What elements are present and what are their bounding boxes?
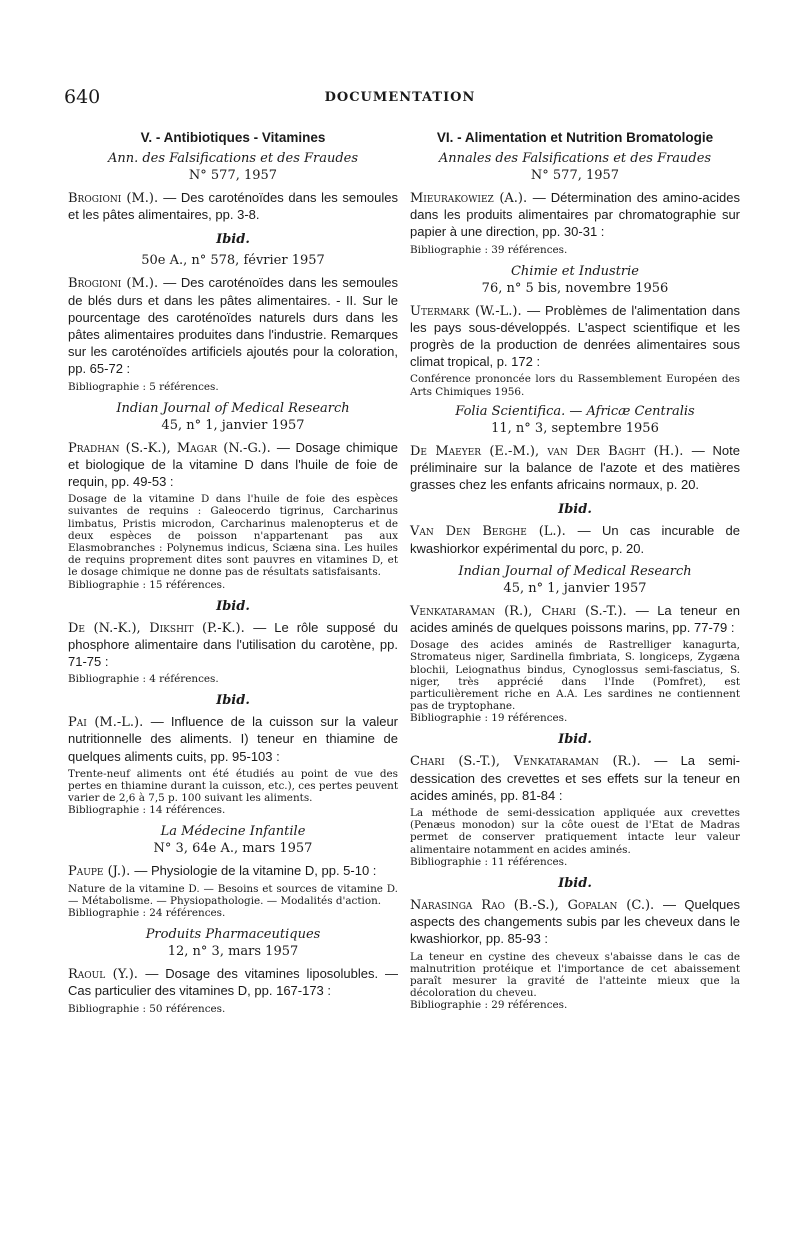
entry-author: Utermark (W.-L.).: [410, 303, 522, 319]
entry-author: Pradhan (S.-K.), Magar (N.-G.).: [68, 440, 271, 456]
bibliographic-entry: [410, 603, 740, 637]
journal-source: Indian Journal of Medical Research: [116, 400, 350, 416]
entry-author: Van Den Berghe (L.).: [410, 524, 566, 540]
bibliographic-entry: [68, 863, 398, 880]
entry-author: Venkataraman (R.), Chari (S.-T.).: [410, 603, 627, 619]
entry-author: Paupe (J.).: [68, 864, 131, 880]
issue-line: 45, n° 1, janvier 1957: [503, 580, 647, 596]
ibid-label: Ibid.: [216, 232, 250, 248]
journal-source: Ann. des Falsifications et des Fraudes: [107, 151, 359, 166]
bibliographic-entry: [68, 620, 398, 672]
journal-source: Folia Scientifica. — Africæ Centralis: [455, 403, 695, 419]
ibid-label: Ibid.: [558, 732, 592, 748]
bibliography-count: Bibliographie : 5 références.: [68, 380, 219, 393]
bibliography-count: Bibliographie : 29 références.: [410, 999, 568, 1012]
entry-title: — Influence de la cuisson sur la valeur nutritionnelle des aliments. I) teneur en thiamine de quelques aliments cuits, pp. 95-103 :: [68, 714, 398, 764]
bibliographic-entry: [410, 753, 740, 805]
entry-title: — Note préliminaire sur la balance de l'azote et des matières grasses chez les enfants africains normaux, p. 20.: [410, 442, 741, 493]
issue-line: N° 3, 64e A., mars 1957: [153, 841, 313, 857]
entry-title: — Dosage des vitamines liposolubles. — Cas particulier des vitamines D, pp. 167-173 :: [68, 966, 398, 999]
abstract-note: Conférence prononcée lors du Rassemblement Européen des Arts Chimiques 1956.: [410, 373, 740, 398]
issue-line: N° 577, 1957: [188, 168, 278, 183]
journal-source: Indian Journal of Medical Research: [458, 563, 692, 579]
left-blocks: [68, 151, 398, 1015]
issue-line: 11, n° 3, septembre 1956: [491, 420, 659, 436]
bibliography-count: Bibliographie : 50 références.: [68, 1002, 226, 1015]
ibid-label: Ibid.: [216, 693, 250, 709]
bibliographic-entry: [68, 966, 398, 1000]
entry-title: — Quelques aspects des changements subis par les cheveux dans le kwashiorkor, pp. 85-93 :: [410, 896, 741, 947]
abstract-note: Dosage des acides aminés de Rastrelliger kanagurta, Stromateus niger, Sardinella fimbriata, S. longiceps, Zygæna blochii, Leiognathus bindus, Cynoglossus semi-fasciatus, S. niger, très apprécié dans l'Inde (Pomfret), est particulièrement riche en A.A. Les sardines ne contiennent pas de tryptophane.: [410, 639, 740, 713]
entry-title: — Physiologie de la vitamine D, pp. 5-10 :: [134, 863, 377, 879]
journal-source: Chimie et Industrie: [510, 263, 639, 279]
entry-author: Pai (M.-L.).: [68, 715, 144, 731]
left-column: [68, 130, 398, 1023]
entry-author: Brogioni (M.).: [68, 276, 159, 292]
entry-author: Narasinga Rao (B.-S.), Gopalan (C.).: [410, 897, 655, 913]
right-column: [410, 130, 740, 1019]
bibliographic-entry: [410, 897, 740, 949]
bibliography-count: Bibliographie : 24 références.: [68, 907, 226, 920]
entry-title: — Détermination des amino-acides dans les produits alimentaires par chromatographie sur papier à une direction, pp. 30-31 :: [410, 190, 740, 240]
entry-title: — Des caroténoïdes dans les semoules et les pâtes alimentaires, pp. 3-8.: [68, 190, 398, 223]
issue-line: 12, n° 3, mars 1957: [167, 944, 299, 960]
ibid-label: Ibid.: [558, 502, 592, 518]
entry-title: — Un cas incurable de kwashiorkor expérimental du porc, p. 20.: [410, 523, 741, 556]
journal-source: La Médecine Infantile: [160, 824, 306, 840]
bibliographic-entry: [68, 440, 398, 492]
abstract-note: Trente-neuf aliments ont été étudiés au point de vue des pertes en thiamine durant la cuisson, etc.), ces pertes peuvent varier de 2,6 à 7,5 p. 100 suivant les aliments.: [68, 767, 398, 805]
journal-source: Annales des Falsifications et des Fraudes: [438, 151, 712, 166]
bibliographic-entry: [410, 190, 740, 242]
bibliographic-entry: [68, 714, 398, 766]
bibliographic-entry: [410, 523, 740, 557]
ibid-label: Ibid.: [558, 875, 592, 891]
entry-title: — Dosage chimique et biologique de la vitamine D dans l'huile de foie de requin, pp. 49-53 :: [68, 439, 399, 490]
abstract-note: La méthode de semi-dessication appliquée aux crevettes (Penæus monodon) sur la côte ouest de l'Etat de Madras permet de conserver pratiquement intacte leur valeur alimentaire notamment en acides aminés.: [410, 807, 740, 856]
bibliography-count: Bibliographie : 4 références.: [68, 673, 219, 686]
entry-author: De (N.-K.), Dikshit (P.-K.).: [68, 620, 245, 636]
entry-author: Raoul (Y.).: [68, 967, 138, 983]
entry-title: — La semi-dessication des crevettes et ses effets sur la teneur en acides aminés, pp. 81-84 :: [410, 753, 740, 803]
bibliography-count: Bibliographie : 19 références.: [410, 712, 568, 725]
bibliographic-entry: [410, 303, 740, 372]
bibliographic-entry: [68, 275, 398, 378]
journal-source: Produits Pharmaceutiques: [145, 927, 321, 943]
ibid-label: Ibid.: [216, 598, 250, 614]
bibliography-count: Bibliographie : 15 références.: [68, 578, 226, 591]
entry-author: De Maeyer (E.-M.), van Der Baght (H.).: [410, 443, 684, 459]
entry-author: Chari (S.-T.), Venkataraman (R.).: [410, 754, 641, 770]
abstract-note: Dosage de la vitamine D dans l'huile de foie des espèces suivantes de requins : Galeocerdo tigrinus, Carcharinus limbatus, Pristis microdon, Carcharinus malenopterus et de deux espèces de poisson n'appartenant pas aux Elasmobranches : Polynemus indicus, Sciæna sina. Les huiles de requins proprement dites sont pauvres en vitamines D, et le dosage chimique ne donne pas de résultats satisfaisants.: [68, 493, 398, 579]
entry-title: — Le rôle supposé du phosphore alimentaire dans l'utilisation du carotène, pp. 71-75 :: [68, 619, 398, 670]
bibliographic-entry: [68, 190, 398, 224]
abstract-note: La teneur en cystine des cheveux s'abaisse dans le cas de malnutrition protéique et l'importance de cet abaissement paraît mesurer la gravité de l'atteinte mieux que la décoloration du cheveu.: [410, 950, 740, 1000]
bibliography-count: Bibliographie : 11 références.: [410, 855, 568, 868]
entry-title: — Problèmes de l'alimentation dans les pays sous-développés. L'aspect scientifique et les progrès de la production de denrées alimentaires sous climat tropical, p. 172 :: [410, 302, 741, 370]
bibliography-count: Bibliographie : 39 références.: [410, 243, 568, 256]
entry-author: Brogioni (M.).: [68, 191, 159, 206]
issue-line: 45, n° 1, janvier 1957: [161, 417, 305, 433]
right-blocks: [410, 151, 740, 1011]
abstract-note: Nature de la vitamine D. — Besoins et sources de vitamine D. — Métabolisme. — Physiopathologie. — Modalités d'action.: [68, 882, 398, 907]
page-number: 640: [64, 86, 101, 108]
issue-line: 76, n° 5 bis, novembre 1956: [481, 280, 669, 296]
issue-line: 50e A., n° 578, février 1957: [141, 253, 325, 269]
bibliographic-entry: [410, 443, 740, 495]
entry-title: — Des caroténoïdes dans les semoules de blés durs et dans les pâtes alimentaires. - II. Sur le pourcentage des caroténoïdes naturels durs dans les pâtes alimentaires produites dans l'industrie. Remarques sur les caroténoïdes artificiels ajoutés pour la coloration, pp. 65-72 :: [68, 275, 398, 377]
section-title: VI. - Alimentation et Nutrition Bromatologie: [436, 130, 714, 145]
bibliography-count: Bibliographie : 14 références.: [68, 804, 226, 817]
issue-line: N° 577, 1957: [530, 168, 620, 183]
entry-author: Mieurakowiez (A.).: [410, 191, 528, 206]
running-title: DOCUMENTATION: [324, 90, 476, 105]
entry-title: — La teneur en acides aminés de quelques poissons marins, pp. 77-79 :: [410, 602, 740, 636]
section-title: V. - Antibiotiques - Vitamines: [140, 130, 326, 145]
